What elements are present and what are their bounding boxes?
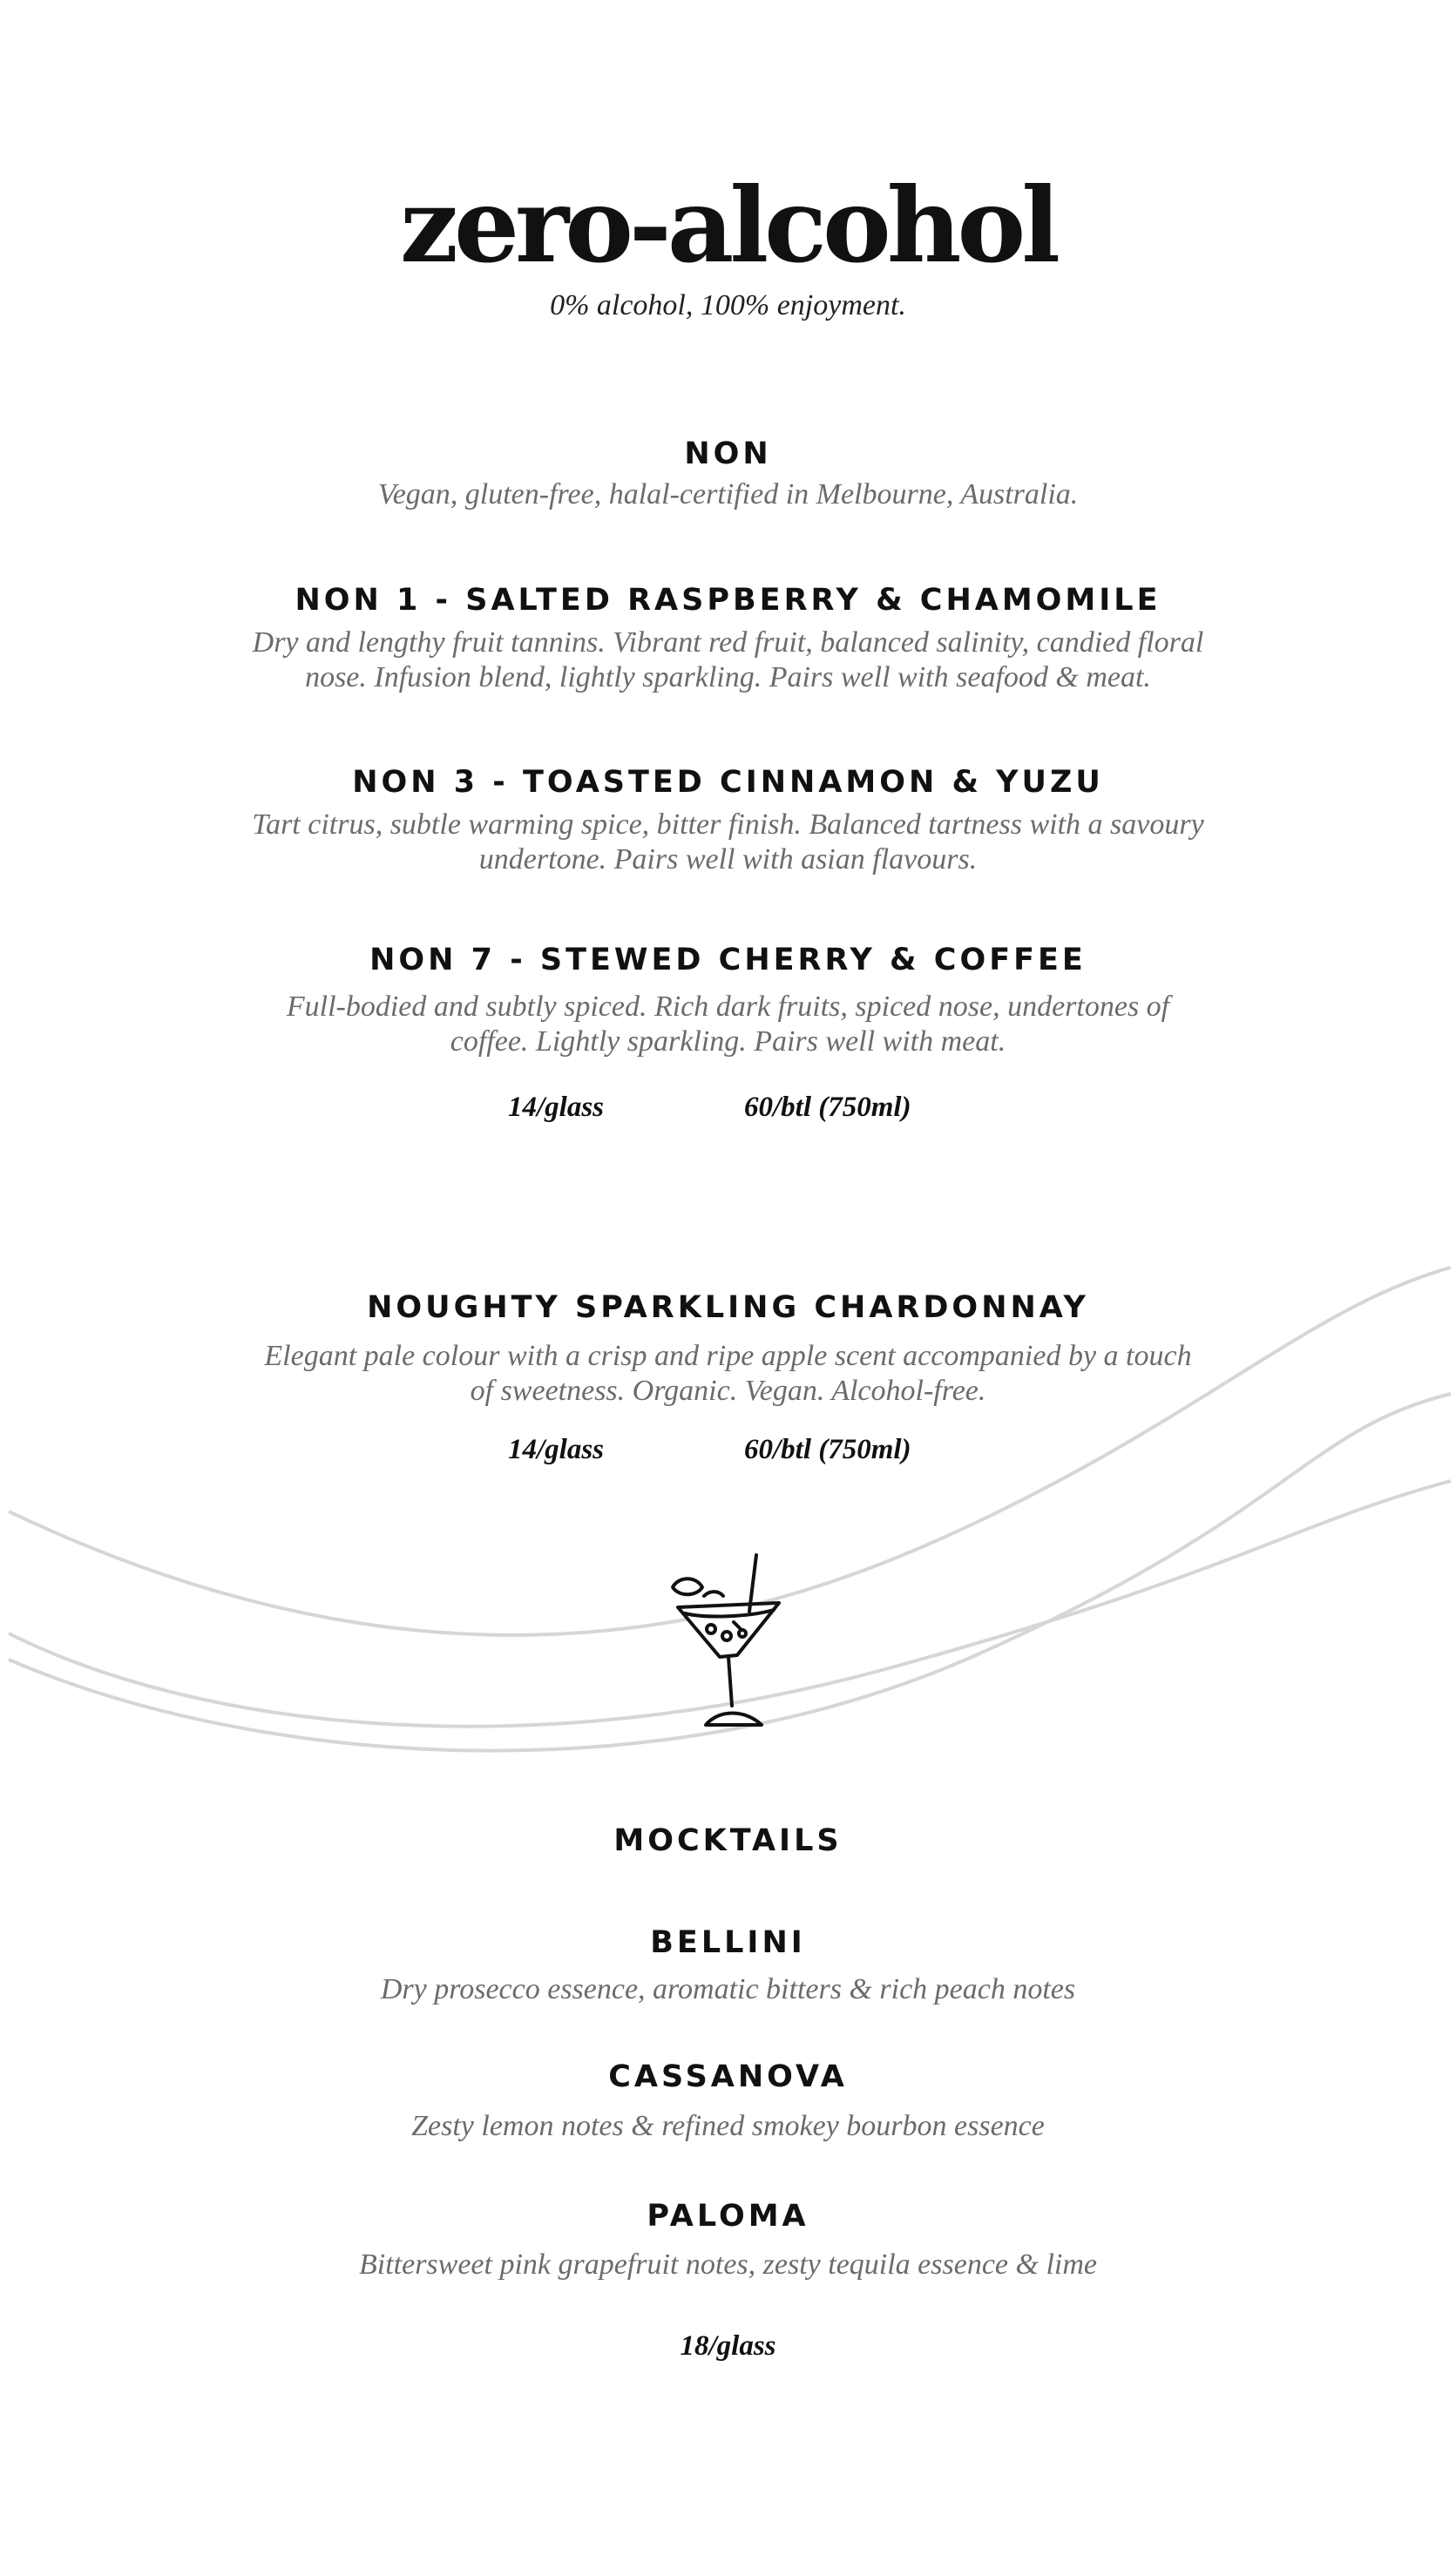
menu-item-desc: Bittersweet pink grapefruit notes, zesty tequila essence & lime [359,2248,1097,2281]
page-title: zero-alcohol [399,165,1057,286]
section-heading-mocktails: MOCKTAILS [613,1823,843,1858]
menu-item-desc: Elegant pale colour with a crisp and ripe apple scent accompanied by a touch [264,1340,1192,1372]
menu-item-desc: of sweetness. Organic. Vegan. Alcohol-free. [470,1375,986,1407]
page-tagline: 0% alcohol, 100% enjoyment. [550,289,906,321]
price-bottle: 60/btl (750ml) [744,1434,911,1465]
menu-item-desc: Dry prosecco essence, aromatic bitters & rich peach notes [380,1973,1076,2005]
menu-item-desc: Zesty lemon notes & refined smokey bourbon essence [411,2110,1045,2142]
menu-item-name: NOUGHTY SPARKLING CHARDONNAY [367,1290,1089,1325]
menu-item-desc: Tart citrus, subtle warming spice, bitter finish. Balanced tartness with a savoury [252,808,1204,841]
price-glass: 14/glass [508,1092,605,1123]
menu-item-desc: undertone. Pairs well with asian flavours. [478,843,978,876]
menu-item-name: NON 7 - STEWED CHERRY & COFFEE [369,943,1087,977]
section-intro-non: Vegan, gluten-free, halal-certified in Melbourne, Australia. [377,478,1079,510]
menu-item-name: BELLINI [650,1925,806,1960]
menu-item-name: NON 1 - SALTED RASPBERRY & CHAMOMILE [295,583,1161,618]
menu-item-desc: coffee. Lightly sparkling. Pairs well with meat. [450,1025,1006,1058]
menu-item-name: PALOMA [647,2199,809,2234]
menu-item-name: NON 3 - TOASTED CINNAMON & YUZU [352,765,1104,800]
section-heading-non: NON [684,436,772,471]
menu-item-desc: nose. Infusion blend, lightly sparkling. Pairs well with seafood & meat. [305,661,1151,693]
menu-item-desc: Dry and lengthy fruit tannins. Vibrant red fruit, balanced salinity, candied floral [252,626,1204,659]
price-glass: 14/glass [508,1434,605,1465]
price-bottle: 60/btl (750ml) [744,1092,911,1123]
menu-item-name: CASSANOVA [608,2059,848,2094]
menu-item-desc: Full-bodied and subtly spiced. Rich dark fruits, spiced nose, undertones of [286,991,1170,1023]
price-glass: 18/glass [680,2330,776,2362]
